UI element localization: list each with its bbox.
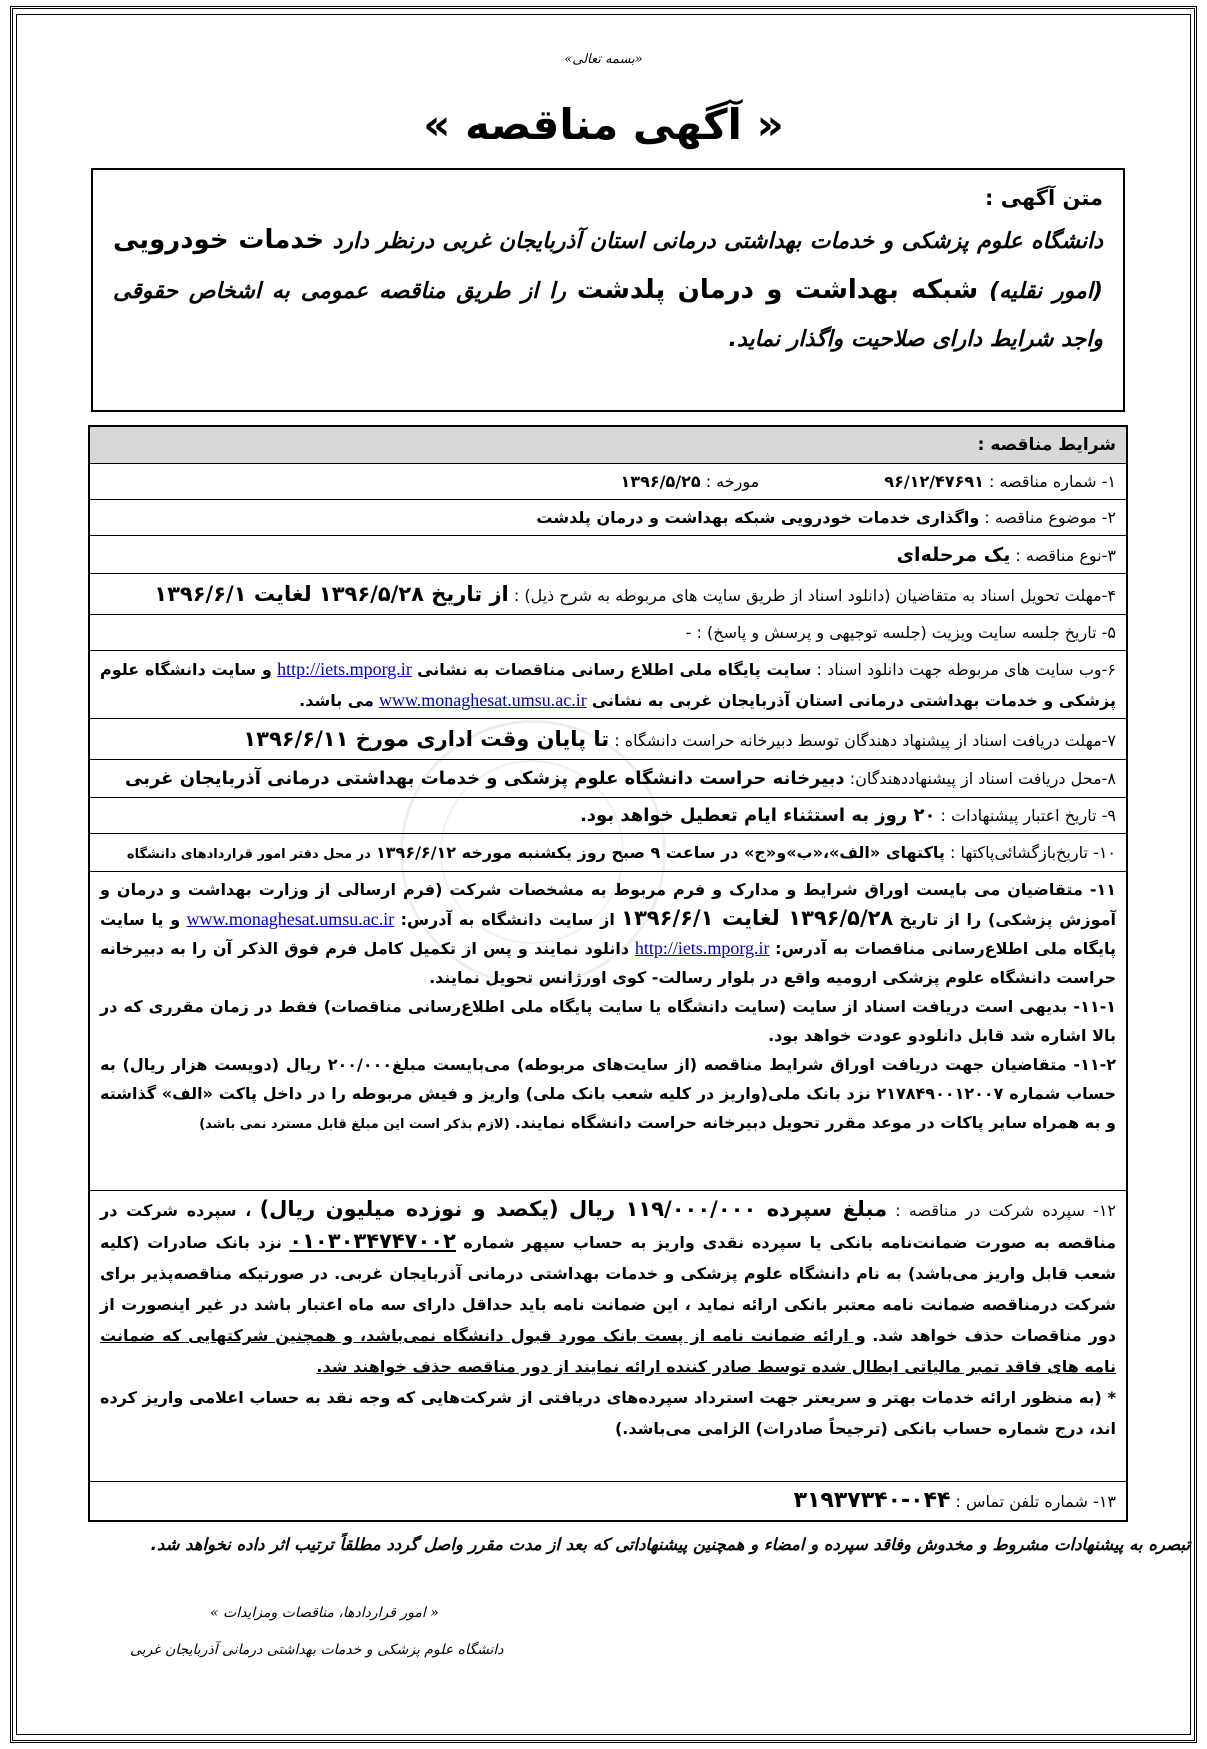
notice-line2-b: را از طریق مناقصه عمومی به اشخاص حقوقی واجد شرایط دارای صلاحیت واگذار نماید.: [113, 279, 1103, 352]
docs-note-1: ۱۱-۱- بدیهی است دریافت اسناد از سایت (سایت دانشگاه یا سایت پایگاه ملی اطلاع‌رسانی مناقصات) فقط در زمان مقرری که در بالا اشاره شد قابل دانلودو عودت خواهد بود.: [100, 997, 1116, 1045]
deposit-amount: مبلغ سپرده ۱۱۹/۰۰۰/۰۰۰ ریال (یکصد و نوزده میلیون ریال): [259, 1197, 888, 1221]
docs-iets-link[interactable]: http://iets.mporg.ir: [634, 938, 770, 958]
websites-national-text: سایت پایگاه ملی اطلاع رسانی مناقصات به نشانی: [417, 660, 812, 679]
tender-date: ۱۳۹۶/۵/۲۵: [620, 472, 701, 491]
subject-label: ۲- موضوع مناقصه :: [984, 508, 1116, 527]
websites-label: ۶-وب سایت های مربوطه جهت دانلود اسناد :: [816, 660, 1117, 679]
docs-paragraph: [100, 875, 1116, 992]
opening-label: ۱۰- تاریخ‌بازگشائی‌پاکتها :: [950, 843, 1116, 862]
notice-line1-c: (امور نقلیه): [989, 279, 1103, 304]
type-label: ۳-نوع مناقصه :: [1015, 546, 1116, 565]
notice-box: [91, 168, 1125, 412]
phone-number: ۰۴۴-۳۱۹۳۷۳۴۰: [793, 1488, 951, 1513]
type-value: یک مرحله‌ای: [896, 544, 1011, 566]
docs-fee-note: (لازم بذکر است این مبلغ قابل مسترد نمی باشد): [199, 1117, 510, 1132]
tender-number-label: ۱- شماره مناقصه :: [988, 472, 1116, 491]
tender-date-label: مورخه :: [705, 472, 760, 491]
condition-row-1: [90, 464, 1126, 500]
condition-row-10: [90, 834, 1126, 872]
opening-place: در محل دفتر امور قراردادهای دانشگاه: [126, 847, 371, 862]
basmala: «بسمه تعالی»: [564, 52, 643, 67]
condition-row-8: [90, 760, 1126, 798]
receipt-place-value: دبیرخانه حراست دانشگاه علوم پزشکی و خدمات بهداشتی درمانی آذربایجان غربی: [125, 768, 845, 789]
tender-number: ۹۶/۱۲/۴۷۶۹۱: [884, 472, 984, 491]
docs-fee-text: ۱۱-۲- متقاضیان جهت دریافت اوراق شرایط مناقصه (از سایت‌های مربوطه) می‌بایست مبلغ۲۰۰/۰۰۰ ریال (دویست هزار ریال) به حساب شماره ۲۱۷۸۴۹۰۰۱۲۰۰۷ نزد بانک ملی(واریز در کلیه شعب بانک ملی) واریز و فیش مربوطه را در داخل پاکت «الف» گذاشته و به همراه سایر پاکات در موعد مقرر تحویل دبیرخانه حراست دانشگاه نمایند.: [100, 1055, 1117, 1132]
notice-body: [113, 216, 1103, 364]
notice-label: متن آگهی :: [984, 186, 1103, 210]
receipt-deadline-label: ۷-مهلت دریافت اسناد از پیشنهاد دهندگان توسط دبیرخانه حراست دانشگاه :: [614, 731, 1116, 750]
docs-text-c: از سایت دانشگاه به آدرس:: [400, 910, 615, 929]
site-visit-text: ۵- تاریخ جلسه سایت ویزیت (جلسه توجیهی و پرسش و پاسخ) : -: [685, 623, 1116, 642]
deposit-label: ۱۲- سپرده شرکت در مناقصه :: [895, 1201, 1117, 1220]
condition-row-4: [90, 574, 1126, 615]
subject-value: واگذاری خدمات خودرویی شبکه بهداشت و درمان پلدشت: [536, 508, 980, 527]
receipt-deadline-value: تا پایان وقت اداری مورخ ۱۳۹۶/۶/۱۱: [243, 727, 610, 751]
docs-text-e: دانلود نمایند و پس از تکمیل کامل فرم فوق الذکر آن را به دبیرخانه حراست دانشگاه علوم پزشکی ارومیه واقع در بلوار رسالت- کوی اورژانس تحویل نمایند.: [100, 939, 1116, 987]
delivery-deadline-value: از تاریخ ۱۳۹۶/۵/۲۸ لغایت ۱۳۹۶/۶/۱: [154, 582, 509, 606]
docs-dates: ۱۳۹۶/۵/۲۸ لغایت ۱۳۹۶/۶/۱: [621, 906, 894, 930]
deposit-text-e: و ارائه ضمانت نامه از پست بانک مورد قبول دانشگاه نمی‌باشد، و همچنین شرکتهایی که ضمانت نامه های فاقد تمبر مالیاتی ابطال شده توسط صادر کننده ارائه نمایند از دور مناقصه حذف خواهند شد.: [100, 1326, 1116, 1376]
condition-row-12: [90, 1191, 1126, 1482]
validity-value: ۲۰ روز به استثناء ایام تعطیل خواهد بود.: [579, 805, 936, 826]
iets-link[interactable]: http://iets.mporg.ir: [277, 659, 412, 679]
condition-row-5: [90, 615, 1126, 651]
websites-university-text: و سایت دانشگاه علوم پزشکی و خدمات بهداشتی درمانی استان آذربایجان غربی به نشانی: [100, 660, 1116, 710]
footnote: تبصره به پیشنهادات مشروط و مخدوش وفاقد سپرده و امضاء و همچنین پیشنهاداتی که بعد از مدت مقرر واصل گردد مطلقاً ترتیب اثر داده نخواهد شد.: [150, 1535, 1190, 1554]
phone-label: ۱۳- شماره تلفن تماس :: [955, 1492, 1116, 1511]
condition-row-11: [90, 872, 1126, 1191]
notice-line2-a: شبکه بهداشت و درمان پلدشت: [576, 275, 979, 305]
docs-note-2: [100, 1050, 1116, 1139]
condition-row-3: [90, 536, 1126, 574]
delivery-deadline-label: ۴-مهلت تحویل اسناد به متقاضیان (دانلود اسناد از طریق سایت های مربوطه به شرح ذیل) :: [513, 586, 1116, 605]
conditions-table: [88, 425, 1128, 1522]
deposit-account: ۰۱۰۳۰۳۴۷۴۷۰۰۲: [289, 1229, 456, 1253]
notice-line1-b: خدمات خودرویی: [113, 225, 325, 255]
deposit-text-c: ، سپرده شرکت در مناقصه به صورت ضمانت‌نامه بانکی یا سپرده نقدی واریز به حساب سپهر شماره: [100, 1201, 1116, 1252]
websites-end-text: می باشد.: [299, 691, 374, 710]
condition-row-7: [90, 719, 1126, 760]
condition-row-13: [90, 1482, 1126, 1520]
condition-row-9: [90, 798, 1126, 834]
validity-label: ۹- تاریخ اعتبار پیشنهادات :: [940, 806, 1116, 825]
monaghesat-link[interactable]: www.monaghesat.umsu.ac.ir: [378, 690, 587, 710]
page-title: « آگهی مناقصه »: [423, 100, 784, 149]
signature-university: دانشگاه علوم پزشکی و خدمات بهداشتی درمانی آذربایجان غربی: [130, 1642, 504, 1658]
receipt-place-label: ۸-محل دریافت اسناد از پیشنهاددهندگان:: [849, 769, 1116, 788]
condition-row-6: [90, 651, 1126, 719]
docs-text-a: ۱۱- متقاضیان می بایست اوراق شرایط و مدارک و فرم مربوط به مشخصات شرکت (فرم ارسالی از وزارت بهداشت و درمان و آموزش پزشکی) را از تاریخ: [100, 880, 1116, 929]
notice-line1-a: دانشگاه علوم پزشکی و خدمات بهداشتی درمانی استان آذربایجان غربی درنظر دارد: [332, 229, 1103, 254]
condition-row-2: [90, 500, 1126, 536]
deposit-note: * (به منظور ارائه خدمات بهتر و سریعتر جهت استرداد سپرده‌های دریافتی از شرکت‌هایی که وجه نقد به حساب اعلامی واریز کرده اند، درج شماره حساب بانکی (ترجیحاً صادرات) الزامی می‌باشد.): [100, 1388, 1116, 1438]
conditions-heading: شرایط مناقصه :: [90, 427, 1126, 464]
deposit-text-d: نزد بانک صادرات (کلیه شعب قابل واریز می‌باشد) به نام دانشگاه علوم پزشکی و خدمات بهداشتی درمانی آذربایجان غربی. در صورتیکه مناقصه‌پذیر برای شرکت درمناقصه ضمانت نامه معتبر بانکی ارائه نماید ، این ضمانت نامه باید حداقل دارای سه ماه اعتبار باشد در غیر اینصورت از دور مناقصات حذف خواهد شد.: [100, 1233, 1117, 1345]
docs-monaghesat-link[interactable]: www.monaghesat.umsu.ac.ir: [186, 909, 395, 929]
signature-department: « امور قراردادها، مناقصات ومزایدات »: [210, 1605, 439, 1621]
docs-text-d: و یا سایت پایگاه ملی اطلاع‌رسانی مناقصات به آدرس:: [100, 910, 1117, 958]
opening-value: پاکتهای «الف»،«ب»و«ج» در ساعت ۹ صبح روز یکشنبه مورخه ۱۳۹۶/۶/۱۲: [376, 843, 945, 862]
